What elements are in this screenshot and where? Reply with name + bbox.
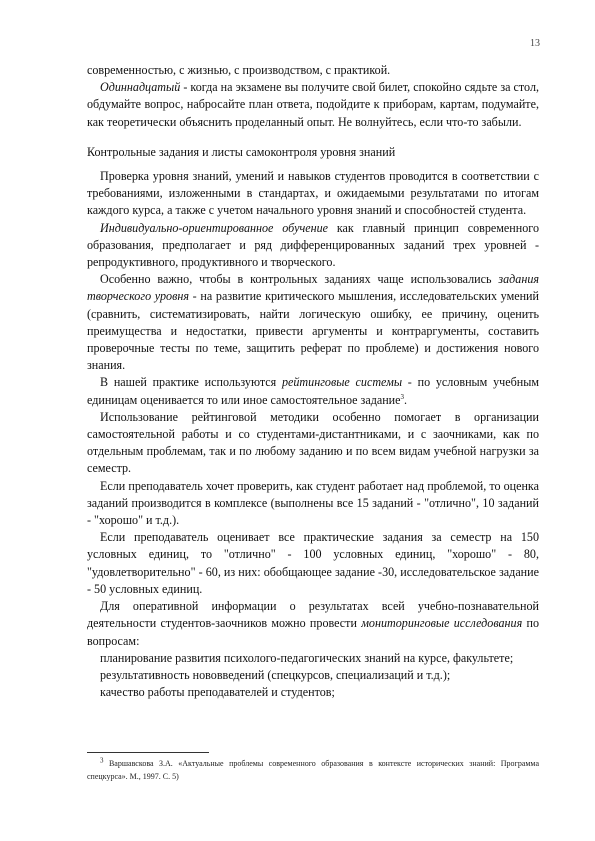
paragraph-text: Для оперативной информации о результатах всей учебно-познавательной деятельности студентов-заочников можно провести [87,599,539,631]
page-body [87,62,539,701]
paragraph: Использование рейтинговой методики особенно помогает в организации самостоятельной работы и со студентами-дистантниками, и с заочниками, как по отдельным проблемам, так и по любому заданию и по всем видам учебной нагрузки за семестр. [87,409,539,476]
footnote [87,758,539,783]
emphasis-term: мониторинговые исследования [361,616,523,631]
list-item: планирование развития психолого-педагогических знаний на курсе, факультете; [100,650,514,665]
paragraph-text: по вопросам: [87,616,539,648]
paragraph-text: . [404,392,408,407]
footnote-divider [87,752,209,753]
footnote-marker: 3 [100,756,104,765]
emphasis-term: Одиннадцатый [100,80,181,95]
paragraph-text: В нашей практике используются [100,375,282,390]
paragraph [87,79,539,131]
section-heading: Контрольные задания и листы самоконтроля уровня знаний [87,144,396,159]
list-item: результативность нововведений (спецкурсов, специализаций и т.д.); [100,667,451,682]
paragraph [87,271,539,374]
footnote-reference[interactable]: 3 [400,392,405,401]
footnote-text: Варшавскова З.А. «Актуальные проблемы современного образования в контексте исторических знаний: Программа спецкурса». М., 1997. С. 5) [87,759,539,781]
page-number: 13 [530,38,540,49]
paragraph: Если преподаватель оценивает все практические задания за семестр на 150 условных единиц, то "отлично" - 100 условных единиц, "хорошо" - 80, "удовлетворительно" - 60, из них: обобщающее задание -30, исследовательское задание - 50 условных единиц. [87,530,539,596]
emphasis-term: рейтинговые системы [281,375,403,390]
paragraph-text: - на развитие критического мышления, исследовательских умений (сравнить, систематизировать, найти логическую ошибку, ее причину, оценить преимущества и недостатки, привести аргументы и контраргументы, составить проверочные тесты по теме, защитить реферат по проблеме) и достижения нового знания. [87,289,540,373]
paragraph: Проверка уровня знаний, умений и навыков студентов проводится в соответствии с требованиями, изложенными в стандартах, и ожидаемыми результатами по итогам каждого курса, а также с учетом начального уровня знаний и способностей студента. [87,169,539,218]
paragraph-text: - по условным учебным единицам оценивается то или иное самостоятельное задание [87,375,539,407]
paragraph: современностью, с жизнью, с производством, с практикой. [87,63,391,77]
paragraph-text: Особенно важно, чтобы в контрольных заданиях чаще использовались [100,272,499,287]
emphasis-term: задания творческого уровня [87,272,539,304]
paragraph [87,374,539,408]
paragraph [87,598,539,650]
paragraph-text: - когда на экзамене вы получите свой билет, спокойно сядьте за стол, обдумайте вопрос, набросайте план ответа, подойдите к приборам, картам, подумайте, как теоретически объяснить проделанный опыт. Не волнуйтесь, если что-то забыли. [87,80,539,129]
paragraph [87,220,539,272]
paragraph-text: как главный принцип современного образования, предполагает и ряд дифференцированных заданий трех уровней - репродуктивного, продуктивного и творческого. [87,220,539,270]
emphasis-term: Индивидуально-ориентированное обучение [100,220,329,235]
paragraph: Если преподаватель хочет проверить, как студент работает над проблемой, то оценка заданий производится в комплексе (выполнены все 15 заданий - "отлично", 10 заданий - "хорошо" и т.д.). [87,478,539,528]
list-item: качество работы преподавателей и студентов; [100,685,335,700]
